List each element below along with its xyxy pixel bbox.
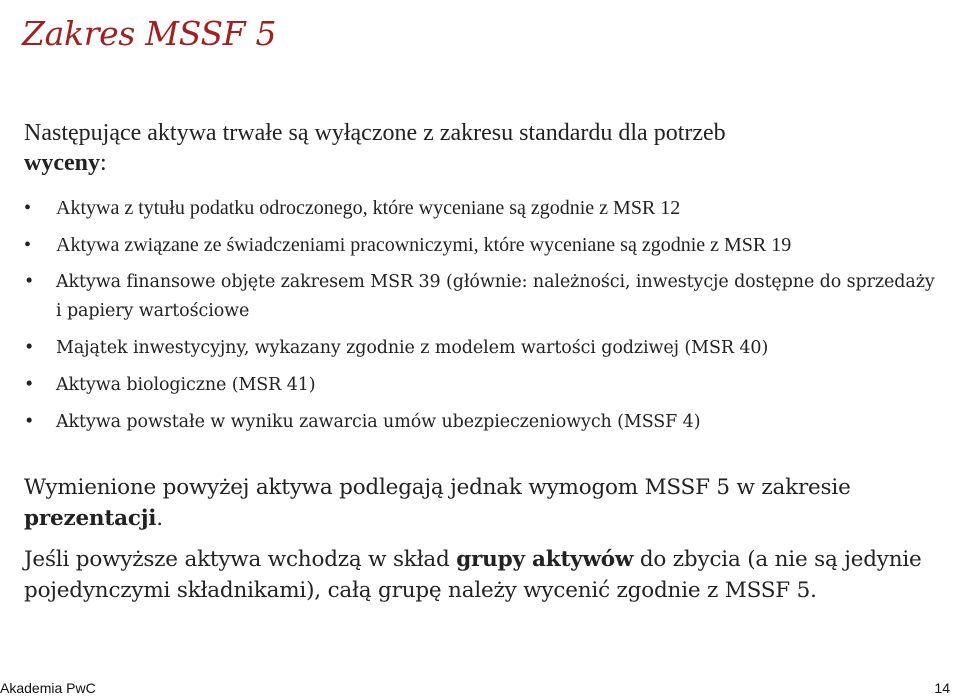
list-item-text: Aktywa finansowe objęte zakresem MSR 39 (głównie: należności, inwestycje dostępne do sprzedaży i papiery wartościowe: [56, 272, 935, 321]
paragraph-period: .: [156, 506, 163, 531]
bullet-icon: •: [24, 272, 35, 292]
page-number: 14: [934, 680, 950, 696]
list-item-text: Aktywa biologiczne (MSR 41): [56, 375, 316, 395]
bullet-icon: •: [24, 338, 35, 358]
list-item-text: Aktywa z tytułu podatku odroczonego, które wyceniane są zgodnie z MSR 12: [56, 197, 681, 219]
paragraph-text-after: do zbycia (a nie są jedynie pojedynczymi składnikami), całą grupę należy wycenić zgodnie z MSSF 5.: [24, 547, 922, 603]
paragraph-text: Wymienione powyżej aktywa podlegają jednak wymogom MSSF 5 w zakresie: [24, 475, 851, 500]
list-item: [24, 408, 944, 437]
list-item-text: Aktywa powstałe w wyniku zawarcia umów ubezpieczeniowych (MSSF 4): [56, 412, 701, 432]
intro-text: [24, 118, 924, 178]
bullet-icon: •: [24, 234, 32, 256]
intro-bold-word: wyceny: [24, 150, 100, 176]
bullet-icon: •: [24, 375, 35, 395]
presentation-requirements-paragraph: [24, 472, 954, 534]
list-item: [24, 371, 944, 400]
list-item-text: Majątek inwestycyjny, wykazany zgodnie z modelem wartości godziwej (MSR 40): [56, 338, 769, 358]
excluded-assets-list: [24, 194, 944, 445]
footer-brand: Akademia PwC: [0, 680, 96, 696]
slide-title: Zakres MSSF 5: [22, 14, 277, 53]
list-item: [24, 334, 944, 363]
paragraph-text-before: Jeśli powyższe aktywa wchodzą w skład: [24, 547, 457, 572]
bullet-icon: •: [24, 197, 32, 219]
list-item: [24, 194, 944, 223]
paragraph-bold-text: prezentacji: [24, 506, 157, 531]
intro-colon: :: [99, 150, 107, 176]
list-item: [24, 231, 944, 260]
list-item: [24, 268, 944, 326]
intro-text-main: Następujące aktywa trwałe są wyłączone z zakresu standardu dla potrzeb: [24, 120, 726, 146]
bullet-icon: •: [24, 412, 35, 432]
paragraph-bold-text: grupy aktywów: [456, 547, 634, 572]
list-item-text: Aktywa związane ze świadczeniami pracowniczymi, które wyceniane są zgodnie z MSR 19: [56, 234, 792, 256]
disposal-group-paragraph: [24, 544, 954, 606]
